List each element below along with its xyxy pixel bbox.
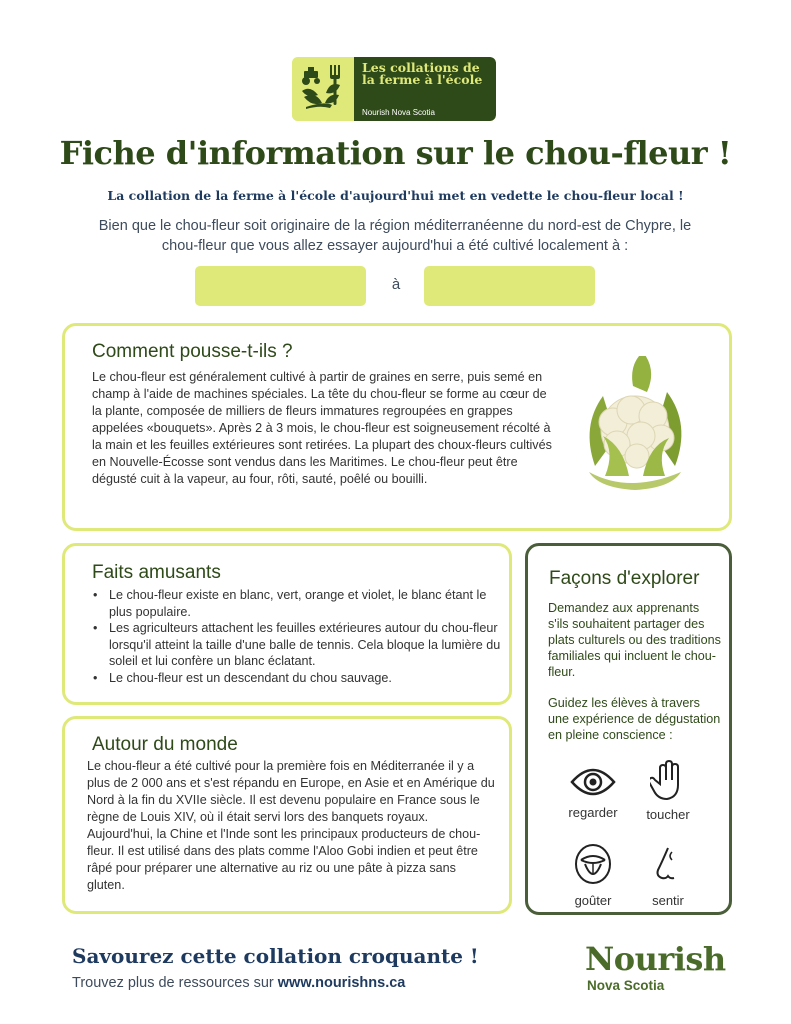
location-blank[interactable] (424, 266, 595, 306)
footer-title: Savourez cette collation croquante ! (72, 944, 479, 968)
page-subtitle: La collation de la ferme à l'école d'aujourd'hui met en vedette le chou-fleur local ! (107, 188, 684, 203)
grow-body: Le chou-fleur est généralement cultivé à partir de graines en serre, puis semé en champ à l'aide de machines spéciales. La tête du chou-fleur se forme au cœur de la plante, composée de milliers de fleurs immatures regroupées en grappes appelées «bouquets». Après 2 à 3 mois, le chou-fleur est soigneusement récolté à la main et les feuilles extérieures sont retirées. La plupart des choux-fleurs cultivés en Nouvelle-Écosse sont vendus dans les Maritimes. Le chou-fleur peut être dégusté cuit à la vapeur, au four, rôti, sauté, poêlé ou bouilli. (92, 370, 552, 486)
grow-card (62, 323, 732, 531)
nourish-logo: Nourish (585, 940, 726, 978)
logo-text-panel (354, 57, 496, 121)
explore-paragraph-1: Demandez aux apprenants s'ils souhaitent partager des plats culturels ou des traditions familiales qui incluent le chou-fleur. (548, 601, 721, 679)
facts-card (62, 543, 512, 705)
explore-heading: Façons d'explorer (549, 568, 700, 589)
intro-text: Bien que le chou-fleur soit originaire de la région méditerranéenne du nord-est de Chypre, le chou-fleur que vous allez essayer aujourd'hui a été cultivé localement à : (98, 218, 692, 254)
world-body: Le chou-fleur a été cultivé pour la première fois en Méditerranée il y a plus de 2 000 ans et s'est répandu en Europe, en Asie et en Amérique du Nord à la fin du XVIIe siècle. Il est devenu populaire en France sous le règne de Louis XIV, où il était servi lors des banquets royaux. Aujourd'hui, la Chine et l'Inde sont les principaux producteurs de chou-fleur. Il est utilisé dans des plats comme l'Aloo Gobi indien et peut être râpé pour préparer une alternative au riz ou une pâte à pizza sans gluten. (87, 759, 495, 892)
page-title: Fiche d'information sur le chou-fleur ! (59, 134, 732, 172)
list-item: • Le chou-fleur est un descendant du chou sauvage. (87, 670, 507, 687)
sense-label: goûter (574, 893, 612, 908)
logo-title: Les collations de la ferme à l'école (362, 60, 483, 87)
logo-subtitle: Nourish Nova Scotia (362, 108, 435, 117)
world-card (62, 716, 512, 914)
footer-text-prefix: Trouvez plus de ressources sur (72, 975, 278, 991)
cauliflower-image (575, 356, 695, 496)
explore-paragraph-2: Guidez les élèves à travers une expérience de dégustation en pleine conscience : (548, 696, 721, 742)
eye-icon (569, 766, 617, 798)
sense-label: toucher (646, 807, 690, 822)
sense-touch (623, 760, 713, 822)
world-heading: Autour du monde (92, 734, 238, 755)
facts-heading: Faits amusants (92, 562, 221, 583)
explore-card (525, 543, 732, 915)
program-logo (292, 57, 496, 121)
sense-label: regarder (568, 805, 618, 820)
website-link[interactable]: www.nourishns.ca (277, 975, 406, 991)
grow-heading: Comment pousse-t-ils ? (92, 341, 293, 362)
farm-name-blank[interactable] (195, 266, 366, 306)
sense-label: sentir (652, 893, 684, 908)
sense-smell (623, 844, 713, 908)
nose-icon (650, 844, 686, 886)
nourish-logo-subtitle: Nova Scotia (587, 978, 665, 993)
list-item: • Le chou-fleur existe en blanc, vert, orange et violet, le blanc étant le plus populaire. (87, 587, 507, 620)
farm-logo-icon (292, 57, 358, 121)
connector-text: à (391, 276, 401, 293)
hand-icon (650, 760, 686, 802)
mouth-icon (573, 844, 613, 886)
list-item: • Les agriculteurs attachent les feuilles extérieures autour du chou-fleur lorsqu'il atteint la taille d'une balle de tennis. Cela bloque la lumière du soleil et lui confère un blanc éclatant. (87, 620, 507, 670)
footer-text (72, 975, 405, 991)
facts-list (87, 587, 507, 686)
